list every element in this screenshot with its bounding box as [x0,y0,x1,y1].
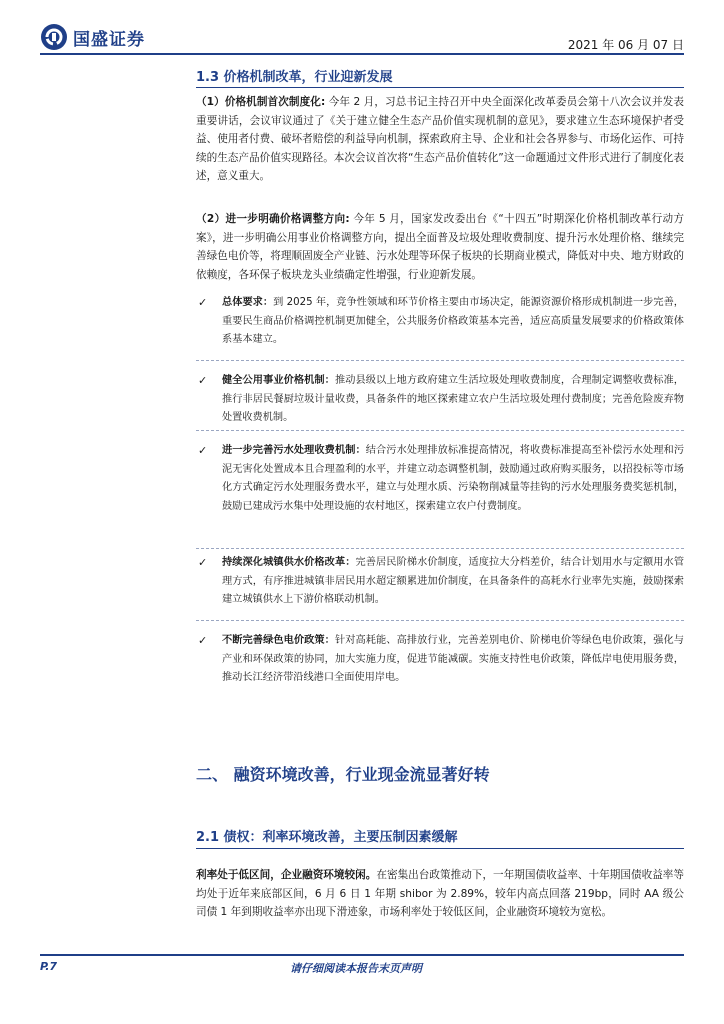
bullet-text: 针对高耗能、高排放行业，完善差别电价、阶梯电价等绿色电价政策，强化与产业和环保政策的协同，加大实施力度，促进节能减碳。实施支持性电价政策，降低岸电使用服务费，推动长江经济带沿线港口全面使用岸电。 [222,635,684,683]
section-1-3-rule [196,87,684,88]
bullet-lead: 进一步完善污水处理收费机制： [222,445,366,456]
check-icon: ✓ [198,296,208,309]
disclaimer-note: 请仔细阅读本报告末页声明 [290,962,422,975]
section-2-1-title: 2.1 债权：利率环境改善，主要压制因素缓解 [196,830,458,845]
check-icon: ✓ [198,374,208,387]
bullet-text: 推动县级以上地方政府建立生活垃圾处理收费制度，合理制定调整收费标准，推行非居民餐厨垃圾计量收费，具备条件的地区探索建立农户生活垃圾处理付费制度；完善危险废弃物处置收费机制。 [222,375,684,423]
bullet-item [198,632,684,688]
bullet-separator [196,620,684,621]
bullet-text: 结合污水处理排放标准提高情况，将收费标准提高至补偿污水处理和污泥无害化处置成本且合理盈利的水平，并建立动态调整机制，鼓励通过政府购买服务，以招投标等市场化方式确定污水处理服务费水平，建立与处理水质、污染物削减量等挂钩的污水处理服务费奖惩机制，鼓励已建成污水集中处理设施的农村地区，探索建立农户付费制度。 [222,445,685,512]
section-1-3-title: 1.3 价格机制改革，行业迎新发展 [196,70,393,85]
paragraph-price-mechanism [196,93,684,186]
bullet-item [198,442,685,516]
bullet-item [198,294,684,350]
paragraph-interest-rate [196,866,684,922]
bullet-item [198,372,684,428]
check-icon: ✓ [198,444,208,457]
check-icon: ✓ [198,634,208,647]
bullet-separator [196,360,684,361]
footer-divider [40,954,684,956]
bullet-text: 到 2025 年，竞争性领域和环节价格主要由市场决定，能源资源价格形成机制进一步完善，重要民生商品价格调控机制更加健全，公共服务价格政策基本完善，适应高质量发展要求的价格政策体系基本建立。 [222,297,684,345]
paragraph-text: 在密集出台政策推动下，一年期国债收益率、十年期国债收益率等均处于近年来底部区间，6 月 6 日 1 年期 shibor 为 2.89%，较年内高点回落 219bp，同时 AA 级公司债 1 年到期收益率亦出现下滑迹象，市场利率处于较低区间，企业融资环境较为宽松。 [196,869,685,918]
bullet-lead: 持续深化城镇供水价格改革： [222,557,356,568]
report-date: 2021 年 06 月 07 日 [567,38,684,52]
section-2-1-rule [196,848,684,849]
bullet-separator [196,430,684,431]
paragraph-lead: （2）进一步明确价格调整方向: [196,213,350,225]
brand-logo [40,22,160,52]
brand-name: 国盛证券 [73,29,145,50]
header-divider [40,53,684,55]
bullet-lead: 健全公用事业价格机制： [222,375,335,386]
paragraph-lead: （1）价格机制首次制度化: [196,96,326,108]
page-number: P.7 [40,960,58,973]
bullet-item [198,554,685,610]
bullet-lead: 不断完善绿色电价政策： [222,635,335,646]
brand-logo-icon [40,23,68,51]
check-icon: ✓ [198,556,208,569]
bullet-separator [196,548,684,549]
paragraph-price-adjustment [196,210,684,284]
section-2-title: 二、 融资环境改善，行业现金流显著好转 [196,765,490,784]
paragraph-lead: 利率处于低区间，企业融资环境较闲。 [196,869,377,881]
bullet-lead: 总体要求： [222,297,274,308]
paragraph-text: 今年 2 月，习总书记主持召开中央全面深化改革委员会第十八次会议并发表重要讲话，会议审议通过了《关于建立健全生态产品价值实现机制的意见》，要求建立生态环境保护者受益、使用者付费、破坏者赔偿的利益导向机制，探索政府主导、企业和社会各界参与、市场化运作、可持续的生态产品价值实现路径。本次会议首次将“生态产品价值转化”这一命题通过文件形式进行了制度化表述，意义重大。 [196,96,684,182]
bullet-text: 完善居民阶梯水价制度，适度拉大分档差价，结合计划用水与定额用水管理方式，有序推进城镇非居民用水超定额累进加价制度，在具备条件的高耗水行业率先实施，鼓励探索建立城镇供水上下游价格联动机制。 [222,557,685,605]
paragraph-text: 今年 5 月，国家发改委出台《“十四五”时期深化价格机制改革行动方案》，进一步明确公用事业价格调整方向，提出全面普及垃圾处理收费制度、提升污水处理价格、继续完善绿色电价等，将理顺固废全产业链、污水处理等环保子板块的长期商业模式，降低对中央、地方财政的依赖度，各环保子板块龙头业绩确定性增强，行业迎新发展。 [196,213,684,281]
